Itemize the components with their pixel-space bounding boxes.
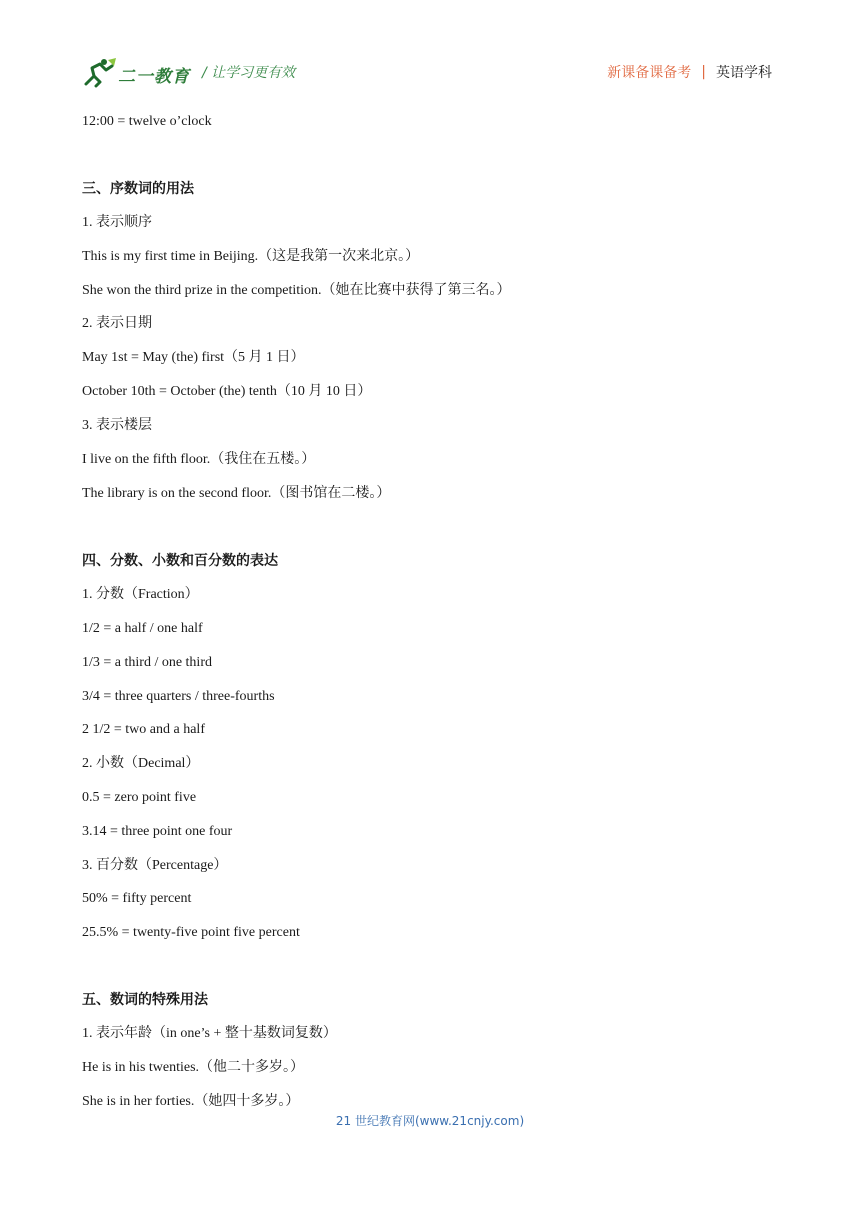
text-line: This is my first time in Beijing.（这是我第一次来北京。） xyxy=(82,249,420,264)
slogan: / 让学习更有效 xyxy=(202,65,296,81)
text-line: 2 1/2 = two and a half xyxy=(82,722,205,737)
text-line: 0.5 = zero point five xyxy=(82,790,197,805)
header-separator: | xyxy=(701,64,706,80)
page-footer: 21 世纪教育网(www.21cnjy.com) xyxy=(335,1114,525,1128)
section-heading: 四、分数、小数和百分数的表达 xyxy=(82,553,278,569)
header-right xyxy=(607,62,772,82)
page-header xyxy=(82,56,772,90)
text-line: 1. 表示顺序 xyxy=(82,215,152,230)
text-line: 2. 表示日期 xyxy=(82,316,152,331)
text-line: 1. 分数（Fraction） xyxy=(82,587,199,602)
text-line: He is in his twenties.（他二十多岁。） xyxy=(82,1060,305,1075)
logo xyxy=(82,58,194,88)
text-line: 1/2 = a half / one half xyxy=(82,621,203,636)
text-line: 12:00 = twelve o’clock xyxy=(82,114,212,129)
text-line: 3/4 = three quarters / three-fourths xyxy=(82,689,275,704)
text-line: 3.14 = three point one four xyxy=(82,824,233,839)
text-line: 3. 表示楼层 xyxy=(82,418,152,433)
text-line: 3. 百分数（Percentage） xyxy=(82,858,228,873)
text-line: The library is on the second floor.（图书馆在二楼。） xyxy=(82,486,391,501)
logo-text: 二一教育 xyxy=(118,67,190,87)
text-line: 25.5% = twenty-five point five percent xyxy=(82,925,300,940)
text-line: October 10th = October (the) tenth（10 月 10 日） xyxy=(82,384,372,399)
text-line: She is in her forties.（她四十多岁。） xyxy=(82,1094,300,1109)
text-line: 2. 小数（Decimal） xyxy=(82,756,200,771)
runner-logo-icon xyxy=(82,58,118,88)
text-line: She won the third prize in the competition.（她在比赛中获得了第三名。） xyxy=(82,283,511,298)
text-line: 1/3 = a third / one third xyxy=(82,655,212,670)
header-course-label: 新课备课备考 xyxy=(607,65,692,81)
text-line: May 1st = May (the) first（5 月 1 日） xyxy=(82,350,305,365)
header-subject: 英语学科 xyxy=(716,65,772,81)
text-line: I live on the fifth floor.（我住在五楼。） xyxy=(82,452,316,467)
text-line: 1. 表示年龄（in one’s + 整十基数词复数） xyxy=(82,1026,337,1041)
section-heading: 三、序数词的用法 xyxy=(82,181,194,197)
section-heading: 五、数词的特殊用法 xyxy=(82,992,208,1008)
text-line: 50% = fifty percent xyxy=(82,891,192,906)
